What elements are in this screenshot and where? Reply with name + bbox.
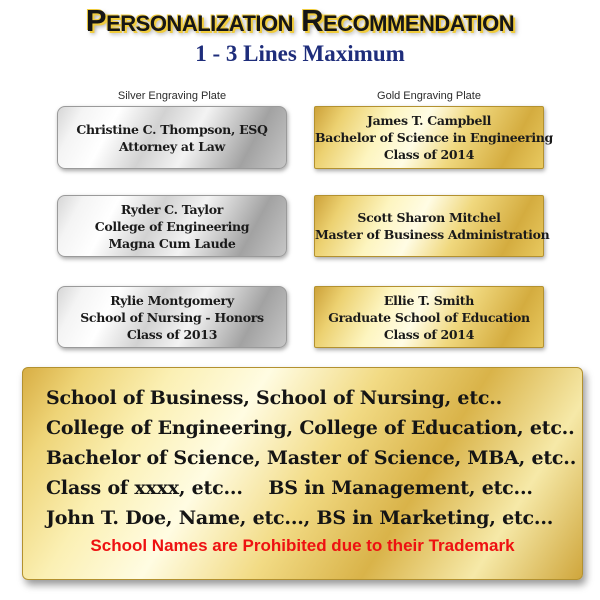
- page-title: Personalization Recommendation: [85, 3, 515, 38]
- plate-line: Class of 2013: [126, 326, 218, 342]
- page-subtitle: 1 - 3 Lines Maximum: [195, 41, 405, 66]
- gold-plate-2: [314, 195, 550, 257]
- trademark-warning: School Names are Prohibited due to their Trademark: [90, 536, 515, 555]
- plate-line: Attorney at Law: [119, 138, 225, 154]
- plate-text: [315, 292, 543, 343]
- plate-line: Rylie Montgomery: [110, 292, 234, 308]
- example-line: College of Engineering, College of Education, etc..: [46, 417, 575, 439]
- silver-plate-3: [57, 286, 287, 348]
- silver-plate-1: [57, 106, 287, 169]
- column-label-gold: Gold Engraving Plate: [377, 90, 481, 102]
- plate-line: Christine C. Thompson, ESQ: [76, 121, 268, 137]
- gold-plate-3: [314, 286, 544, 348]
- plate-line: Class of 2014: [383, 326, 475, 342]
- plate-line: Master of Business Administration: [315, 227, 550, 242]
- plate-line: James T. Campbell: [366, 113, 492, 128]
- plate-line: School of Nursing - Honors: [80, 309, 264, 325]
- plate-text: [58, 292, 286, 343]
- plate-line: Ryder C. Taylor: [120, 201, 224, 217]
- gold-plate-1: [314, 106, 553, 169]
- plate-line: Magna Cum Laude: [108, 235, 236, 251]
- plate-line: Ellie T. Smith: [383, 292, 475, 308]
- example-line: Class of xxxx, etc... BS in Management, etc...: [46, 477, 533, 499]
- examples-plate: [22, 367, 583, 580]
- plate-text: [315, 112, 553, 163]
- plate-line: Class of 2014: [383, 147, 475, 162]
- silver-plate-2: [57, 195, 287, 257]
- plate-text: [315, 209, 550, 243]
- plate-text: [58, 121, 286, 155]
- example-line: John T. Doe, Name, etc..., BS in Marketing, etc...: [46, 507, 554, 529]
- plate-text: [58, 201, 286, 252]
- plate-line: Scott Sharon Mitchel: [357, 210, 501, 225]
- example-line: School of Business, School of Nursing, etc..: [46, 387, 503, 409]
- column-label-silver: Silver Engraving Plate: [117, 90, 227, 102]
- plate-line: College of Engineering: [94, 218, 250, 234]
- plate-line: Bachelor of Science in Engineering: [315, 130, 553, 145]
- example-line: Bachelor of Science, Master of Science, MBA, etc..: [46, 447, 577, 469]
- plate-line: Graduate School of Education: [328, 309, 530, 325]
